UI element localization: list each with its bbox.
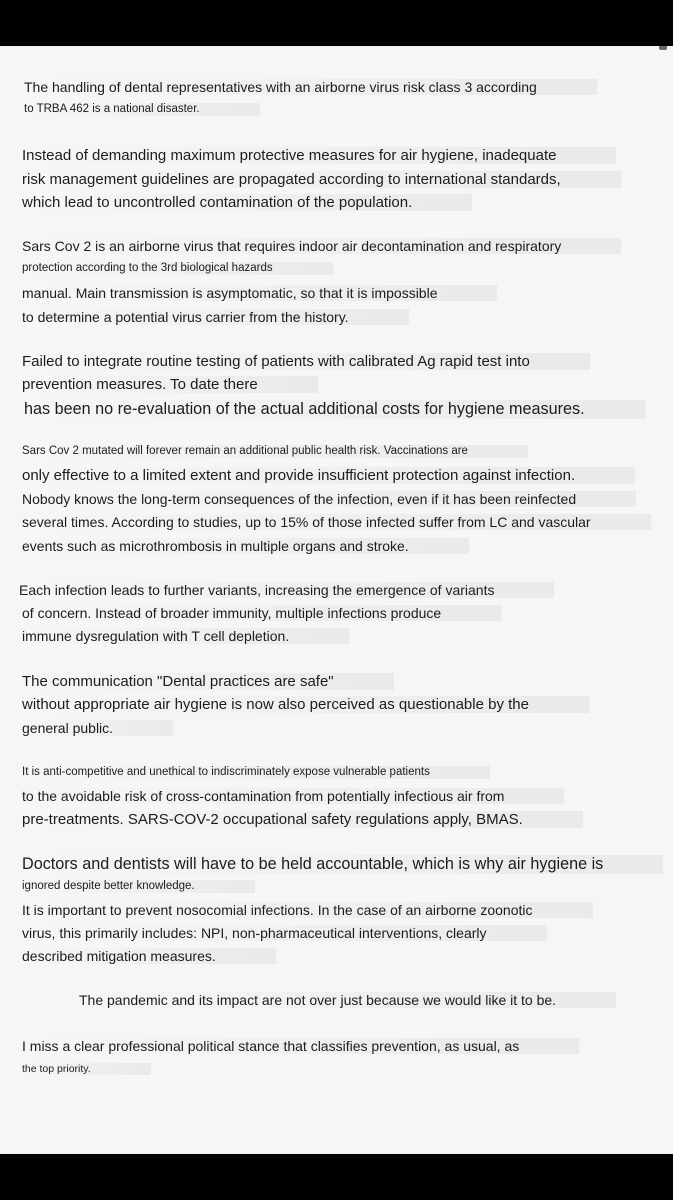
text-line: several times. According to studies, up to 15% of those infected suffer from LC and vascular [22, 514, 651, 530]
corner-mark [659, 46, 667, 50]
text-line: The communication "Dental practices are safe" [22, 673, 394, 690]
text-line: to the avoidable risk of cross-contamination from potentially infectious air from [22, 788, 564, 804]
text-line: Each infection leads to further variants, increasing the emergence of variants [19, 582, 554, 598]
text-line: prevention measures. To date there [22, 376, 318, 393]
bottom-bar [0, 1154, 673, 1200]
text-line: of concern. Instead of broader immunity, multiple infections produce [22, 605, 501, 621]
text-line: ignored despite better knowledge. [22, 880, 255, 893]
text-line: Sars Cov 2 mutated will forever remain an additional public health risk. Vaccinations are [22, 445, 528, 458]
text-line: The pandemic and its impact are not over just because we would like it to be. [79, 992, 616, 1008]
text-line: general public. [22, 720, 173, 736]
text-line: immune dysregulation with T cell depletion. [22, 628, 349, 644]
text-line: to TRBA 462 is a national disaster. [24, 103, 260, 116]
text-line: Nobody knows the long-term consequences of the infection, even if it has been reinfected [22, 491, 636, 507]
text-line: It is important to prevent nosocomial infections. In the case of an airborne zoonotic [22, 902, 593, 918]
text-line: I miss a clear professional political stance that classifies prevention, as usual, as [22, 1038, 579, 1054]
text-line: Doctors and dentists will have to be held accountable, which is why air hygiene is [22, 855, 663, 874]
text-line: The handling of dental representatives with an airborne virus risk class 3 according [24, 79, 597, 95]
text-line: protection according to the 3rd biological hazards [22, 262, 333, 275]
text-line: Instead of demanding maximum protective measures for air hygiene, inadequate [22, 147, 616, 164]
text-line: without appropriate air hygiene is now also perceived as questionable by the [22, 696, 589, 713]
text-line: virus, this primarily includes: NPI, non-pharmaceutical interventions, clearly [22, 925, 547, 941]
document-page [0, 46, 673, 1154]
text-line: Failed to integrate routine testing of patients with calibrated Ag rapid test into [22, 353, 590, 370]
text-line: risk management guidelines are propagated according to international standards, [22, 171, 621, 188]
text-line: to determine a potential virus carrier from the history. [22, 309, 409, 325]
text-line: described mitigation measures. [22, 948, 276, 964]
text-line: which lead to uncontrolled contamination of the population. [22, 194, 472, 211]
text-line: pre-treatments. SARS-COV-2 occupational safety regulations apply, BMAS. [22, 811, 583, 828]
text-line: It is anti-competitive and unethical to indiscriminately expose vulnerable patients [22, 766, 490, 779]
text-line: Sars Cov 2 is an airborne virus that requires indoor air decontamination and respiratory [22, 238, 621, 254]
text-line: has been no re-evaluation of the actual additional costs for hygiene measures. [24, 400, 645, 419]
text-line: events such as microthrombosis in multiple organs and stroke. [22, 538, 469, 554]
text-line: manual. Main transmission is asymptomatic, so that it is impossible [22, 285, 497, 301]
text-line: only effective to a limited extent and provide insufficient protection against infection. [22, 467, 635, 484]
text-line: the top priority. [22, 1063, 151, 1075]
